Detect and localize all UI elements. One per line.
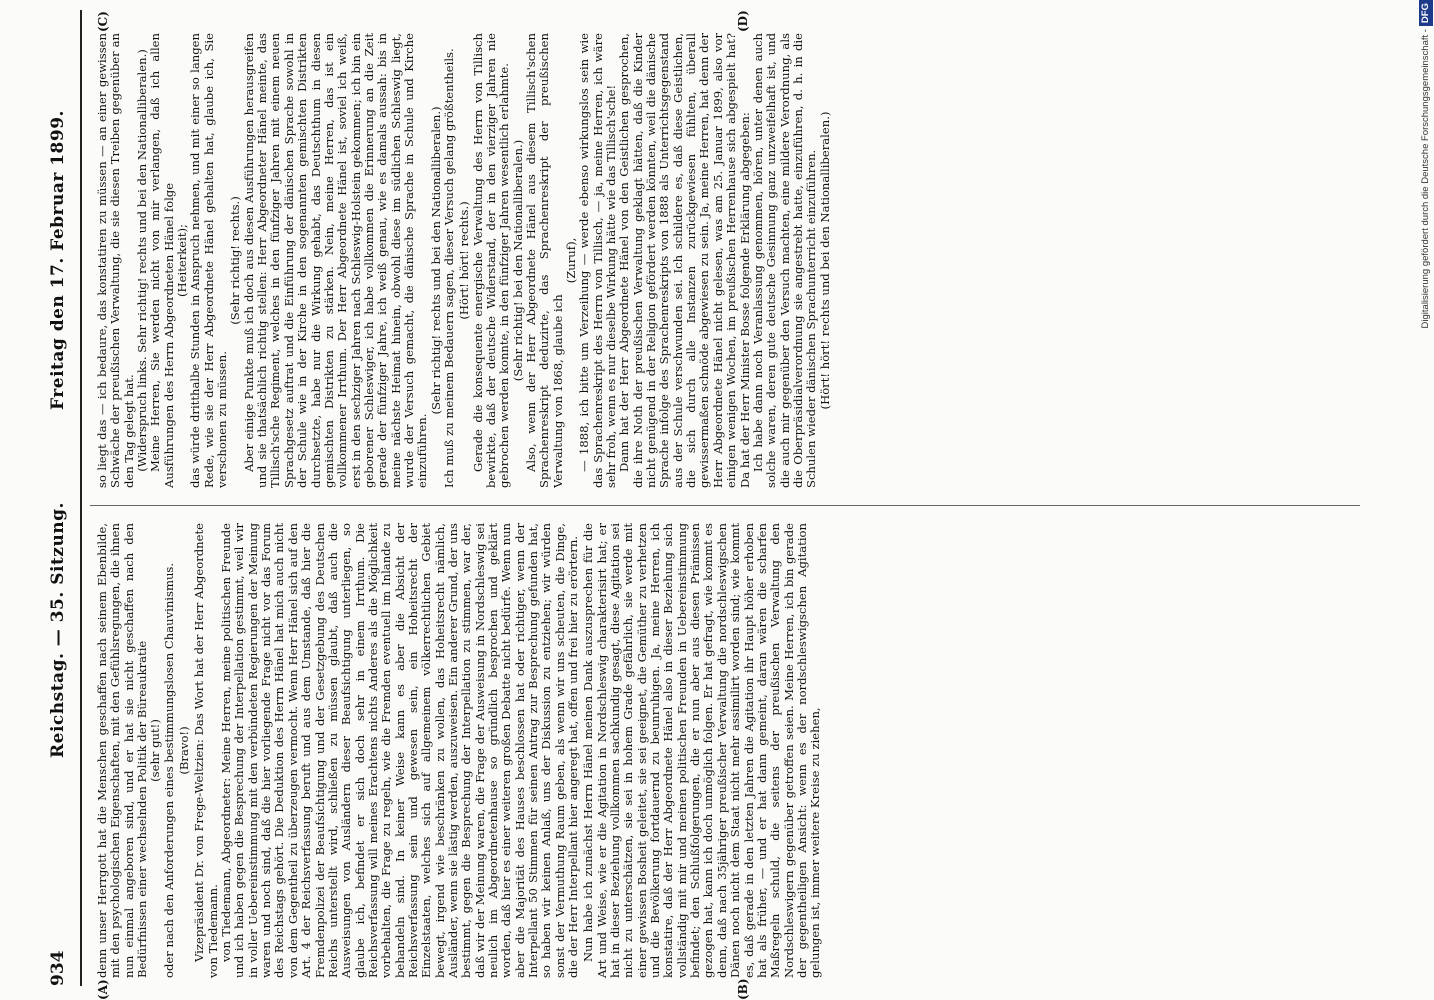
paragraph: Aber einige Punkte muß ich doch aus diesen Ausführungen herausgreifen und sie thatsächlich richtig stellen: Herr Abgeordneter Hänel meinte, das Tillisch'sche Regiment, welches in den fünfziger Jahren mit einem neuen Sprachgesetz auftrat und die Einführung der dänischen Sprache sowohl in der Schule wie in der Kirche in den sogenannten gemischten Distrikten durchsetzte, habe nur die Wirkung gehabt, das Deutschthum in diesen gemischten Distrikten zu stärken. Nein, meine Herren, das ist ein vollkommener Irrthum. Der Herr Abgeordnete Hänel ist, soviel ich weiß, erst in den sechziger Jahren nach Schleswig-Holstein gekommen; ich bin ein geborener Schleswiger, ich habe vollkommen die Erinnerung an die Zeit gerade der fünfziger Jahre, ich weiß genau, wie es damals aussah: bis in meine nächste Heimat hinein, obwohl diese im südlichen Schleswig liegt, wurde der Versuch gemacht, die dänische Sprache in Schule und Kirche einzuführen.	[241, 33, 430, 488]
margin-marker-a: (A)	[96, 979, 110, 1000]
paragraph: denn unser Herrgott hat die Menschen geschaffen nach seinem Ebenbilde, mit den psychologischen Eigenschaften, mit den Gefühlsregungen, die ihnen nun einmal angeboren sind, und er hat sie nicht geschaffen nach den Bedürfnissen einer wechselnden Politik der Büreaukratie	[95, 523, 150, 978]
margin-marker-d: (D)	[736, 10, 750, 32]
margin-marker-b: (B)	[736, 978, 750, 1000]
paragraph: so liegt das — ich bedaure, das konstatiren zu müssen — an einer gewissen Schwäche der preußischen Verwaltung, die sie diesen Treiben gegenüber an den Tag gelegt hat.	[95, 33, 136, 488]
paragraph: — 1888, ich bitte um Verzeihung — werde ebenso wirkungslos sein wie das Sprachenreskript des Herrn von Tillisch, — ja, meine Herren, ich wäre sehr froh, wenn es nur dieselbe Wirkung hätte wie das Tillisch'sche!	[577, 33, 619, 488]
header-right: Freitag den 17. Februar 1899.	[48, 110, 68, 410]
column-divider	[90, 505, 1360, 506]
paragraph: Meine Herren, Sie werden nicht von mir verlangen, daß ich allen Ausführungen des Herrn Abgeordneten Hänel folge	[148, 33, 176, 488]
margin-marker-c: (C)	[96, 11, 110, 32]
paragraph: das würde dritthalbe Stunden in Anspruch nehmen, und mit einer so langen Rede, wie sie der Herr Abgeordnete Hänel gehalten hat, glaube ich, Sie verschonen zu müssen.	[188, 33, 230, 488]
paragraph: Nun habe ich zunächst Herrn Hänel meinen Dank auszusprechen für die Art und Weise, wie er die Agitation in Nordschleswig charakterisirt hat; er hat in dieser Beziehung vollkommen sachkundig gesagt, diese Agitation sei nicht zu unterschätzen, sie sei in hohem Grade gefährlich, sie werde mit einer gewissen Bosheit geleitet, sie sei geeignet, die Gemüther zu verhetzen und die Bevölkerung fortdauernd zu beunruhigen. Ja, meine Herren, ich konstatire, daß der Herr Abgeordnete Hänel also in dieser Beziehung sich vollständig mit mir und meinen politischen Freunden in Uebereinstimmung befindet; den Schlußfolgerungen, die er nun aber aus diesen Prämissen gezogen hat, kann ich doch unmöglich folgen. Er hat gefragt, wie kommt es denn, daß nach 35jähriger preußischer Verwaltung die nordschleswigschen Dänen noch nicht dem Staat nicht mehr assimilirt worden sind; wie kommt es, daß gerade in den letzten Jahren die Agitation ihr Haupt höher erhoben hat als früher, — und er hat dann gemeint, daran wären die scharfen Maßregeln schuld, die seitens der preußischen Verwaltung den Nordschleswigern gegenüber getroffen seien. Meine Herren, ich bin gerade der gegentheiligen Ansicht: wenn es der nordschleswigschen Agitation gelungen ist, immer weitere Kreise zu ziehen,	[581, 523, 823, 978]
interjection: (Sehr richtig! rechts und bei den Nationalliberalen.)	[428, 106, 443, 415]
paragraph: Ich muß zu meinem Bedauern sagen, dieser Versuch gelang größtentheils.	[441, 48, 456, 488]
speaker-paragraph: von Tiedemann, Abgeordneter: Meine Herren, meine politischen Freunde und ich haben gegen die Besprechung der Interpellation gestimmt, weil wir in voller Uebereinstimmung mit den verbündeten Regierungen der Meinung waren und noch sind, daß die hier vorliegende Frage nicht vor das Forum des Reichstags gehört. Die Deduktion des Herrn Hänel hat mich auch nicht von dem Gegentheil zu überzeugen vermocht. Wenn Herr Hänel sich auf den Art. 4 der Reichsverfassung beruft und aus dem Umstande, daß hier die Fremdenpolizei der Beaufsichtigung und der Gesetzgebung des Deutschen Reichs unterstellt wird, schließen zu müssen glaubt, daß auch die Ausweisungen von Ausländern dieser Beaufsichtigung unterliegen, so glaube ich, befindet er sich doch sehr in einem Irrthum. Die Reichsverfassung will meines Erachtens nichts Anderes als die Möglichkeit vorbehalten, die Frage zu regeln, wie die Fremden eventuell im Inlande zu behandeln sind. In keiner Weise kann es aber die Absicht der Reichsverfassung sein und gewesen sein, ein Hoheitsrecht der Einzelstaaten, welches sich auf allgemeinem völkerrechtlichen Gebiet bewegt, irgend wie beschränken zu wollen, das Hoheitsrecht nämlich, Ausländer, wenn sie lästig werden, auszuweisen. Ein anderer Grund, der uns bestimmt, gegen die Besprechung der Interpellation zu stimmen, war der, daß wir der Meinung waren, die Frage der Ausweisung in Nordschleswig sei neulich im Abgeordnetenhause so gründlich besprochen und geklärt worden, daß hier es einer weiteren großen Debatte nicht bedürfe. Wenn nun aber die Majorität des Hauses beschlossen hat oder richtiger, wenn der Interpellant 50 Stimmen für seinen Antrag zur Besprechung gefunden hat, so haben wir keinen Anlaß, uns der Diskussion zu entziehen; wir würden sonst der Vermuthung Raum geben, als wenn wir uns scheuten, die Dinge, die der Herr Interpellant hier angeregt hat, offen und frei hier zu erörtern.	[219, 523, 581, 978]
interjection: (Bravo!)	[177, 726, 192, 775]
credit-text: Digitalisierung gefördert durch die Deutsche Forschungsgemeinschaft -	[1420, 29, 1431, 329]
header-left: Reichstag. — 35. Sitzung.	[48, 502, 68, 758]
page-number: 934	[48, 950, 68, 986]
quotation: Ich habe dann noch Veranlassung genommen, hören, unter denen auch solche waren, deren gute deutsche Gesinnung ganz unzweifelhaft ist, und die auch mir gegenüber den Versuch machten, eine mildere Verordnung, als die Oberpräsidialverordnung sie angestrebt hatte, einzuführen, d. h. in die Schulen wieder dänischen Sprachunterricht einzuführen.	[750, 33, 819, 488]
interjection: (Widerspruch links. Sehr richtig! rechts und bei den Nationalliberalen.)	[135, 49, 150, 472]
interjection: (Hört! hört! rechts.)	[457, 201, 472, 320]
paragraph: Also, wenn der Herr Abgeordnete Hänel aus diesem Tillisch'schen Sprachenreskript deduzirte, das Sprachenreskript der preußischen Verwaltung von 1868, glaube ich	[524, 33, 565, 488]
digitization-credit	[1419, 0, 1433, 1000]
interjection: (Heiterkeit);	[175, 224, 190, 297]
interjection: (Sehr richtig! rechts.)	[228, 196, 243, 325]
interjection: (Zuruf),	[564, 237, 579, 284]
right-column	[96, 33, 832, 488]
interjection: (Hört! hört! rechts und bei den Nationalliberalen.)	[817, 111, 832, 410]
paragraph: Dann hat der Herr Abgeordnete Hänel von den Geistlichen gesprochen, die ihre Noth der preußischen Verwaltung geklagt hätten, daß die Kinder nicht genügend in der Religion gefördert werden könnten, weil die dänische Sprache infolge des Sprachenreskripts von 1888 als Unterrichtsgegenstand aus der Schule verschwunden sei. Ich schildere es, daß diese Geistlichen, die sich durch alle Instanzen zurückgewiesen fühlten, überall gewissermaßen schnöde abgewiesen zu sein. Ja, meine Herren, hat denn der Herr Abgeordnete Hänel nicht gelesen, was am 25. Januar 1899, also vor einigen wenigen Wochen, im preußischen Herrenhause sich abgespielt hat? Da hat der Herr Minister Bosse folgende Erklärung abgegeben:	[617, 33, 752, 488]
left-column	[96, 523, 823, 978]
paragraph: Gerade die konsequente energische Verwaltung des Herrn von Tillisch bewirkte, daß der deutsche Widerstand, der in den vierziger Jahren nie gebrochen werden konnte, in den fünfziger Jahren wesentlich erlahmte.	[470, 33, 512, 488]
speaker-paragraph: Vizepräsident Dr. von Frege-Weltzien: Das Wort hat der Herr Abgeordnete von Tiedemann.	[192, 523, 220, 978]
interjection: (sehr gut!)	[148, 719, 163, 782]
paragraph: oder nach den Anforderungen eines bestimmungslosen Chauvinismus.	[161, 562, 176, 978]
header-rule	[80, 10, 82, 986]
dfg-logo: DFG	[1419, 0, 1433, 26]
interjection: (Sehr richtig! bei den Nationalliberalen.)	[510, 139, 525, 382]
